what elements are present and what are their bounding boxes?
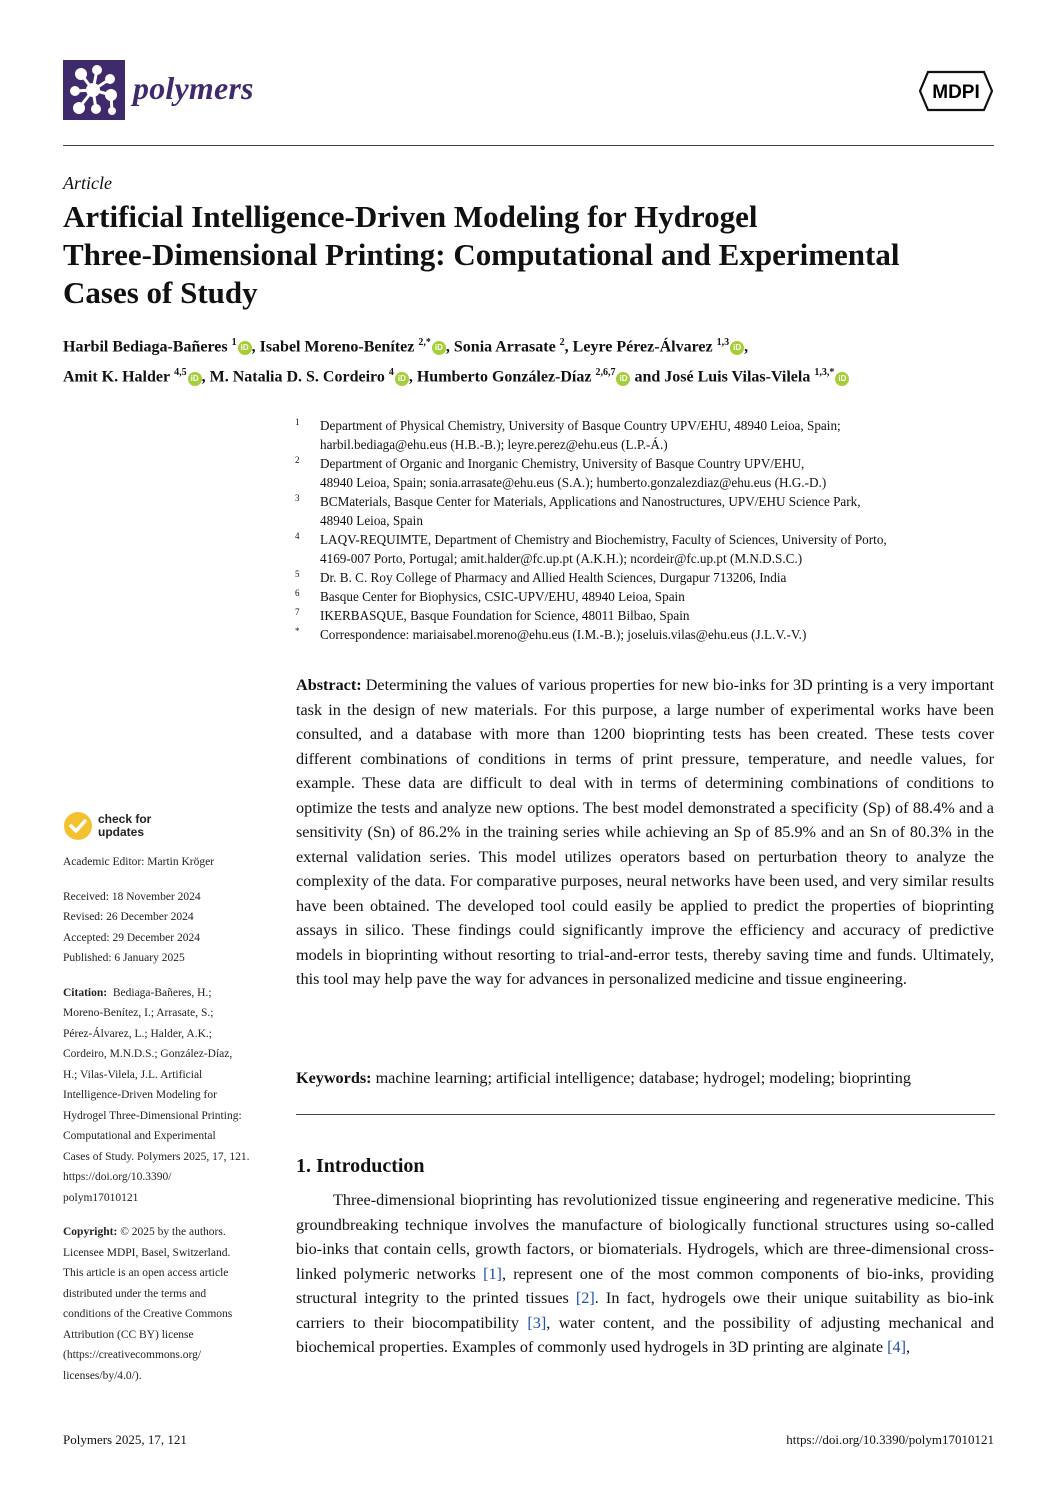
affiliation-text: 48940 Leioa, Spain bbox=[320, 513, 423, 528]
license-link[interactable]: licenses/by/4.0/). bbox=[63, 1369, 142, 1382]
author-affiliation-marker: 4,5 bbox=[174, 367, 187, 379]
abstract-label: Abstract: bbox=[296, 676, 362, 694]
copyright-label: Copyright: bbox=[63, 1226, 118, 1238]
author-affiliation-marker: 1,3 bbox=[716, 337, 730, 348]
orcid-icon[interactable]: iD bbox=[432, 341, 446, 355]
section-divider bbox=[296, 1114, 995, 1115]
affiliation-item bbox=[290, 454, 995, 492]
intro-text: , bbox=[906, 1338, 911, 1356]
keywords bbox=[296, 1067, 996, 1089]
citation-line: Cordeiro, M.N.D.S.; González-Díaz, bbox=[63, 1048, 233, 1060]
citation-line: H.; Vilas-Vilela, J.L. Artificial bbox=[63, 1068, 203, 1081]
author-name[interactable]: Humberto González-Díaz bbox=[416, 368, 592, 386]
citation-link[interactable]: [2] bbox=[575, 1289, 595, 1307]
copyright-line: distributed under the terms and bbox=[63, 1287, 207, 1300]
journal-name[interactable]: polymers bbox=[133, 70, 254, 106]
affiliation-text: Department of Physical Chemistry, University of Basque Country UPV/EHU, 48940 Leioa, Spain; bbox=[320, 418, 841, 433]
copyright-line: This article is an open access article bbox=[63, 1267, 229, 1279]
received-date: Received: 18 November 2024 bbox=[63, 890, 201, 903]
author-name[interactable]: José Luis Vilas-Vilela bbox=[664, 368, 811, 386]
intro-text: , water content, and the possibility of adjusting mechanical and biochemical properties. Examples of commonly used hydrogels in 3D printing are alginate bbox=[296, 1313, 994, 1356]
mdpi-badge-icon bbox=[918, 70, 994, 112]
check-for-updates-label[interactable] bbox=[98, 813, 151, 839]
author-name[interactable]: Harbil Bediaga-Bañeres bbox=[63, 338, 228, 356]
article-title bbox=[63, 198, 993, 312]
affiliation-item bbox=[290, 530, 995, 568]
citation-doi-link[interactable]: polym17010121 bbox=[63, 1191, 139, 1204]
affiliation-number: 5 bbox=[295, 569, 300, 579]
introduction-paragraph bbox=[296, 1188, 994, 1360]
check-for-updates-icon[interactable] bbox=[63, 811, 93, 846]
section-heading: 1. Introduction bbox=[296, 1155, 425, 1177]
affiliation-item bbox=[290, 568, 995, 587]
author-affiliation-marker: 2 bbox=[559, 337, 565, 348]
article-info-sidebar bbox=[63, 852, 273, 1386]
orcid-icon[interactable]: iD bbox=[616, 372, 630, 386]
citation-line: Pérez-Álvarez, L.; Halder, A.K.; bbox=[63, 1027, 212, 1040]
copyright-line: © 2025 by the authors. bbox=[120, 1226, 226, 1238]
author-separator: , bbox=[564, 338, 573, 356]
citation-link[interactable]: [3] bbox=[527, 1313, 547, 1332]
orcid-icon[interactable]: iD bbox=[835, 372, 849, 386]
citation-link[interactable]: [1] bbox=[483, 1264, 502, 1283]
affiliation-text: 48940 Leioa, Spain; sonia.arrasate@ehu.eus (S.A.); humberto.gonzalezdiaz@ehu.eus (H.G.-D.) bbox=[320, 475, 827, 490]
article-type: Article bbox=[63, 173, 112, 193]
affiliation-item bbox=[290, 625, 995, 644]
author-separator: , bbox=[251, 338, 260, 356]
affiliation-text: LAQV-REQUIMTE, Department of Chemistry and Biochemistry, Faculty of Sciences, University of Porto, bbox=[320, 532, 887, 547]
keywords-text: machine learning; artificial intelligence; database; hydrogel; modeling; bioprinting bbox=[375, 1069, 911, 1087]
title-line: Cases of Study bbox=[63, 275, 258, 310]
citation-line: Cases of Study. Polymers 2025, 17, 121. bbox=[63, 1150, 250, 1163]
check-updates-line: updates bbox=[98, 825, 145, 839]
accepted-date: Accepted: 29 December 2024 bbox=[63, 931, 200, 944]
affiliation-number: 1 bbox=[295, 417, 300, 427]
author-affiliation-marker: 2,* bbox=[418, 337, 431, 348]
title-line: Three-Dimensional Printing: Computational and Experimental bbox=[63, 237, 900, 272]
copyright-line: Licensee MDPI, Basel, Switzerland. bbox=[63, 1246, 231, 1259]
footer-doi-link[interactable]: https://doi.org/10.3390/polym17010121 bbox=[786, 1432, 994, 1447]
author-name[interactable]: Isabel Moreno-Benítez bbox=[259, 338, 415, 356]
correspondence-text: Correspondence: mariaisabel.moreno@ehu.eus (I.M.-B.); joseluis.vilas@ehu.eus (J.L.V.-V.) bbox=[320, 627, 807, 642]
author-affiliation-marker: 1 bbox=[231, 337, 237, 348]
author-line bbox=[63, 330, 1003, 360]
author-separator: , bbox=[408, 368, 417, 386]
affiliation-text: 4169-007 Porto, Portugal; amit.halder@fc.up.pt (A.K.H.); ncordeir@fc.up.pt (M.N.D.S.C.) bbox=[320, 551, 803, 566]
author-name[interactable]: M. Natalia D. S. Cordeiro bbox=[209, 368, 385, 386]
author-affiliation-marker: 1,3,* bbox=[814, 367, 835, 379]
affiliation-number: 7 bbox=[295, 607, 300, 617]
intro-text: Three-dimensional bioprinting has revolutionized tissue engineering and regenerative medicine. This groundbreaking technique involves the manufacture of biologically functional structures using so-called bio-inks that contain cells, growth factors, or biomaterials. Hydrogels, which are three-dimensional cross-linked polymeric networks bbox=[296, 1191, 994, 1283]
academic-editor: Academic Editor: Martin Kröger bbox=[63, 856, 215, 868]
affiliation-number: 6 bbox=[295, 588, 300, 598]
citation-block bbox=[63, 983, 273, 1209]
license-link[interactable]: (https://creativecommons.org/ bbox=[63, 1349, 202, 1361]
author-separator: , bbox=[201, 368, 210, 386]
author-affiliation-marker: 4 bbox=[388, 367, 394, 379]
affiliation-text: BCMaterials, Basque Center for Materials, Applications and Nanostructures, UPV/EHU Science Park, bbox=[320, 494, 861, 509]
author-list bbox=[63, 330, 1003, 391]
abstract-text: Determining the values of various properties for new bio-inks for 3D printing is a very important task in the design of new materials. For this purpose, a large number of experimental works have been consulted, and a database with more than 1200 bioprinting tests has been created. These tests cover different combinations of conditions in terms of print pressure, temperature, and needle values, for example. These data are difficult to deal with in terms of determining combinations of conditions to optimize the tests and analyze new options. The best model demonstrated a specificity (Sp) of 88.4% and a sensitivity (Sn) of 86.2% in the training series while achieving an Sp of 85.9% and an Sn of 80.3% in the external validation series. This model utilizes operators based on perturbation theory to analyze the complexity of the data. For comparative purposes, neural networks have been used, and very similar results have been obtained. The developed tool could easily be applied to predict the properties of bioprinting assays in silico. These findings could significantly improve the efficiency and accuracy of predictive models in bioprinting without resorting to trial-and-error tests, thereby saving time and funds. Ultimately, this tool may help pave the way for advances in personalized medicine and tissue engineering. bbox=[296, 676, 994, 988]
polymers-molecule-icon bbox=[63, 60, 125, 120]
affiliation-item bbox=[290, 416, 995, 454]
check-updates-line: check for bbox=[98, 812, 152, 826]
header-divider bbox=[63, 145, 994, 146]
revised-date: Revised: 26 December 2024 bbox=[63, 911, 194, 923]
affiliation-item bbox=[290, 606, 995, 625]
title-line: Artificial Intelligence-Driven Modeling for Hydrogel bbox=[63, 199, 758, 234]
citation-link[interactable]: [4] bbox=[887, 1338, 907, 1356]
affiliation-text: Basque Center for Biophysics, CSIC-UPV/EHU, 48940 Leioa, Spain bbox=[320, 589, 685, 604]
published-date: Published: 6 January 2025 bbox=[63, 952, 185, 964]
affiliation-item bbox=[290, 587, 995, 606]
author-affiliation-marker: 2,6,7 bbox=[595, 367, 616, 379]
author-separator: , bbox=[445, 338, 454, 356]
affiliations bbox=[290, 416, 995, 644]
affiliation-text: Dr. B. C. Roy College of Pharmacy and Allied Health Sciences, Durgapur 713206, India bbox=[320, 570, 787, 585]
orcid-icon[interactable]: iD bbox=[730, 341, 744, 355]
affiliation-number: 4 bbox=[295, 531, 300, 541]
citation-line: Intelligence-Driven Modeling for bbox=[63, 1089, 217, 1101]
copyright-block bbox=[63, 1222, 273, 1386]
affiliation-text: IKERBASQUE, Basque Foundation for Science, 48011 Bilbao, Spain bbox=[320, 608, 690, 623]
affiliation-text: Department of Organic and Inorganic Chemistry, University of Basque Country UPV/EHU, bbox=[320, 456, 805, 471]
footer-citation: Polymers 2025, 17, 121 bbox=[63, 1432, 187, 1447]
affiliation-number: 2 bbox=[295, 455, 300, 465]
copyright-line: conditions of the Creative Commons bbox=[63, 1308, 233, 1320]
orcid-icon[interactable]: iD bbox=[238, 341, 252, 355]
orcid-icon[interactable]: iD bbox=[188, 372, 202, 386]
affiliation-number: 3 bbox=[295, 493, 300, 503]
author-line bbox=[63, 360, 1003, 390]
author-name[interactable]: Amit K. Halder bbox=[63, 368, 171, 386]
citation-label: Citation: bbox=[63, 986, 108, 999]
citation-doi-link[interactable]: https://doi.org/10.3390/ bbox=[63, 1171, 172, 1183]
intro-text: , represent one of the most common components of bio-inks, providing structural integrity to the printed tissues bbox=[296, 1264, 994, 1307]
affiliation-text: harbil.bediaga@ehu.eus (H.B.-B.); leyre.perez@ehu.eus (L.P.-Á.) bbox=[320, 437, 668, 452]
orcid-icon[interactable]: iD bbox=[395, 372, 409, 386]
abstract bbox=[296, 673, 994, 992]
journal-logo bbox=[63, 60, 125, 120]
citation-line: Computational and Experimental bbox=[63, 1130, 216, 1142]
citation-line: Moreno-Benítez, I.; Arrasate, S.; bbox=[63, 1007, 214, 1019]
citation-line: Bediaga-Bañeres, H.; bbox=[112, 986, 212, 999]
citation-line: Hydrogel Three-Dimensional Printing: bbox=[63, 1109, 242, 1122]
keywords-label: Keywords: bbox=[296, 1069, 372, 1087]
author-separator: , bbox=[744, 338, 749, 356]
affiliation-item bbox=[290, 492, 995, 530]
publisher-name: MDPI bbox=[932, 82, 980, 103]
affiliation-number: * bbox=[295, 626, 300, 636]
author-name[interactable]: Leyre Pérez-Álvarez bbox=[572, 338, 713, 356]
mdpi-logo[interactable] bbox=[918, 70, 994, 112]
copyright-line: Attribution (CC BY) license bbox=[63, 1328, 194, 1341]
author-separator: and bbox=[630, 368, 665, 386]
author-name[interactable]: Sonia Arrasate bbox=[453, 338, 556, 356]
intro-text: . In fact, hydrogels owe their unique suitability as bio-ink carriers to their biocompatibility bbox=[296, 1289, 994, 1332]
